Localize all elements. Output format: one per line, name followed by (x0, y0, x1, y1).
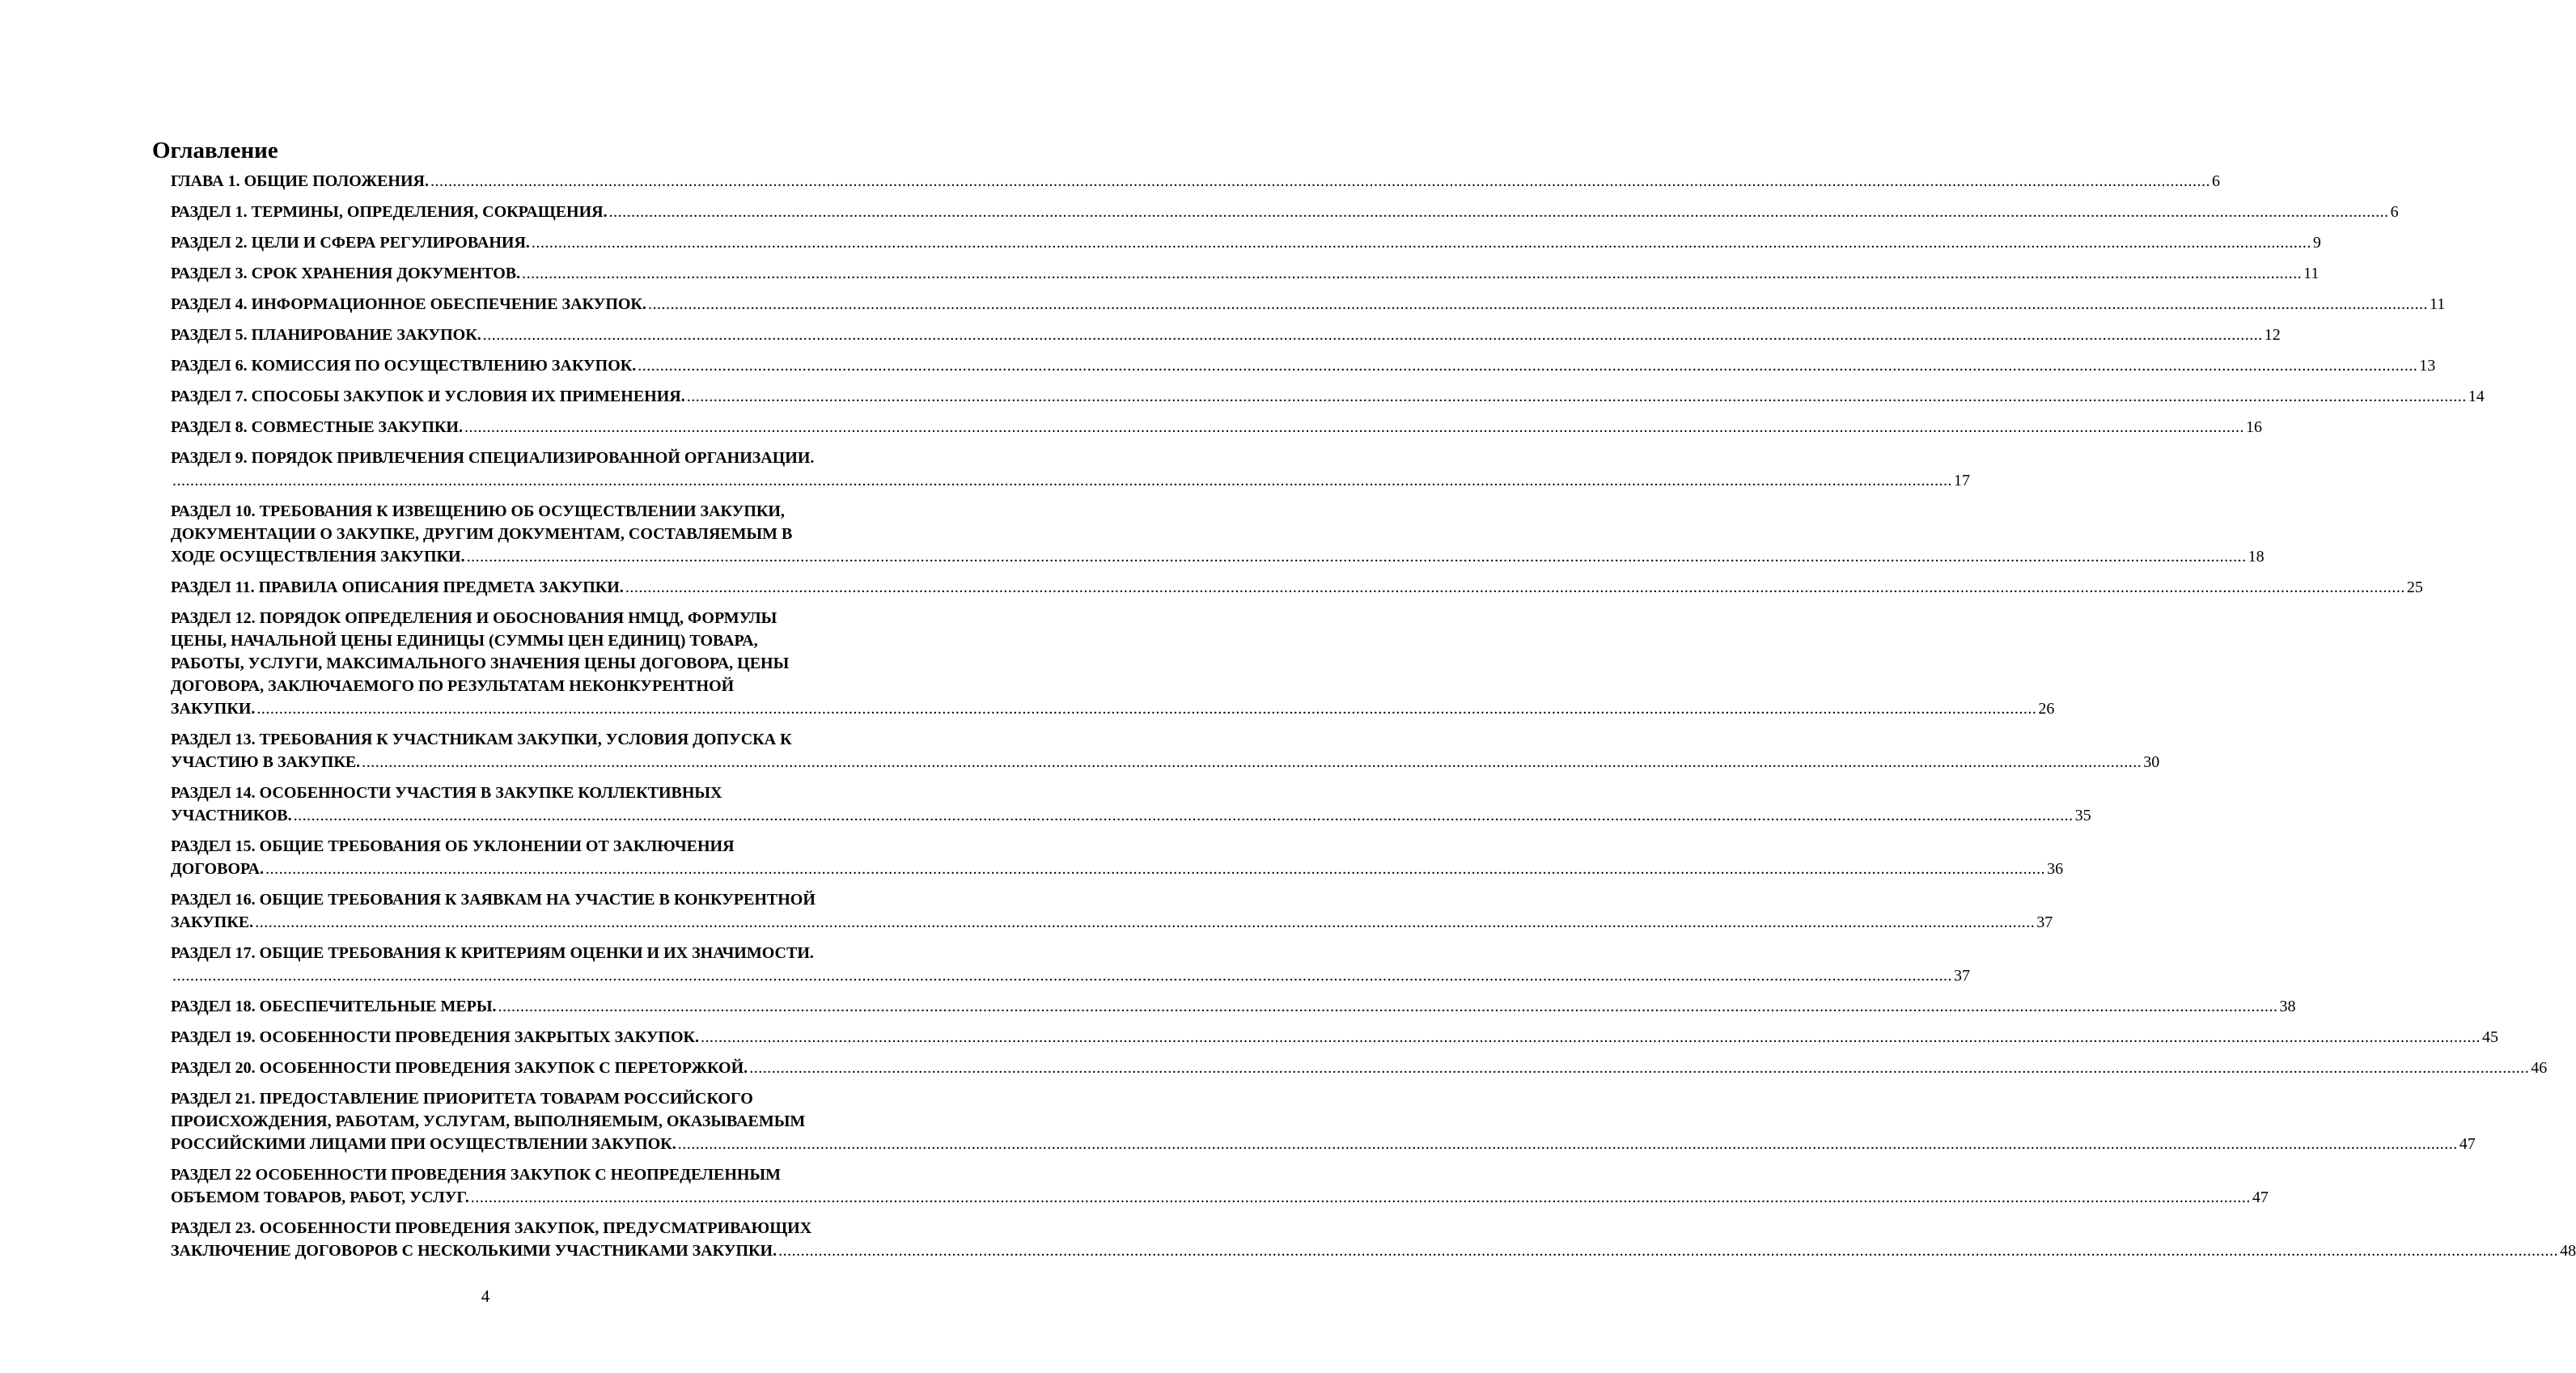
toc-entry-last-line (171, 1133, 2476, 1155)
toc-page-number: 11 (2429, 295, 2446, 313)
toc-entry-last-line (171, 469, 1970, 492)
toc-entry-line: РАЗДЕЛ 21. ПРЕДОСТАВЛЕНИЕ ПРИОРИТЕТА ТОВАРАМ РОССИЙСКОГО (171, 1090, 753, 1108)
dot-leader: ................................................................................................................................................................................................................................................................................................................................................................................................................ (430, 172, 2210, 190)
toc-entry-line: РАЗДЕЛ 1. ТЕРМИНЫ, ОПРЕДЕЛЕНИЯ, СОКРАЩЕНИЯ. (171, 203, 608, 221)
toc-entry-line: РАЗДЕЛ 23. ОСОБЕННОСТИ ПРОВЕДЕНИЯ ЗАКУПОК, ПРЕДУСМАТРИВАЮЩИХ (171, 1219, 812, 1237)
toc-entry-line: ЗАКУПКЕ. (171, 913, 254, 931)
toc-entry[interactable] (171, 324, 2281, 346)
toc-entry[interactable] (171, 728, 2160, 773)
toc-entry[interactable] (171, 385, 2485, 408)
toc-entry-line: УЧАСТИЮ В ЗАКУПКЕ. (171, 753, 361, 771)
toc-page-number: 30 (2143, 753, 2160, 771)
toc-entry-last-line (171, 1240, 2576, 1262)
toc-entry-last-line (171, 964, 1970, 987)
dot-leader: ................................................................................................................................................................................................................................................................................................................................................................................................................ (608, 203, 2389, 221)
toc-entry[interactable] (171, 262, 2320, 285)
toc-entry[interactable] (171, 1217, 2576, 1262)
toc-page-number: 26 (2038, 700, 2055, 718)
toc-entry-last-line (171, 170, 2220, 193)
dot-leader: ................................................................................................................................................................................................................................................................................................................................................................................................................ (701, 1028, 2481, 1046)
toc-entry-line: ОБЪЕМОМ ТОВАРОВ, РАБОТ, УСЛУГ. (171, 1189, 469, 1206)
toc-entry-line: РАЗДЕЛ 13. ТРЕБОВАНИЯ К УЧАСТНИКАМ ЗАКУПКИ, УСЛОВИЯ ДОПУСКА К (171, 731, 792, 748)
toc-page-number: 25 (2406, 578, 2423, 596)
dot-leader: ................................................................................................................................................................................................................................................................................................................................................................................................................ (470, 1189, 2251, 1206)
toc-entry-last-line (171, 697, 2055, 720)
toc-page-number: 47 (2459, 1135, 2476, 1153)
toc-entry-last-line (171, 1057, 2548, 1079)
dot-leader: ................................................................................................................................................................................................................................................................................................................................................................................................................ (172, 472, 1952, 489)
toc-page-number: 18 (2248, 548, 2265, 566)
toc-entry-line: ГЛАВА 1. ОБЩИЕ ПОЛОЖЕНИЯ. (171, 172, 429, 190)
toc-entry[interactable] (171, 1026, 2499, 1049)
dot-leader: ................................................................................................................................................................................................................................................................................................................................................................................................................ (749, 1059, 2530, 1077)
toc-entry-last-line (171, 231, 2321, 254)
toc-entry-last-line (171, 262, 2320, 285)
toc-page-number: 38 (2279, 998, 2296, 1015)
toc-entry-last-line (171, 201, 2399, 223)
dot-leader: ................................................................................................................................................................................................................................................................................................................................................................................................................ (256, 700, 2037, 718)
toc-entry-line: РАЗДЕЛ 7. СПОСОБЫ ЗАКУПОК И УСЛОВИЯ ИХ ПРИМЕНЕНИЯ. (171, 388, 685, 405)
toc-entry[interactable] (171, 231, 2321, 254)
toc-entry[interactable] (171, 170, 2220, 193)
toc-entry-line: РАЗДЕЛ 15. ОБЩИЕ ТРЕБОВАНИЯ ОБ УКЛОНЕНИИ ОТ ЗАКЛЮЧЕНИЯ (171, 837, 735, 855)
toc-page-number: 6 (2211, 172, 2220, 190)
toc-entry-line: РАЗДЕЛ 5. ПЛАНИРОВАНИЕ ЗАКУПОК. (171, 326, 481, 344)
toc-entry-last-line (171, 416, 2262, 439)
toc-entry-line: РАЗДЕЛ 11. ПРАВИЛА ОПИСАНИЯ ПРЕДМЕТА ЗАКУПКИ. (171, 578, 624, 596)
dot-leader: ................................................................................................................................................................................................................................................................................................................................................................................................................ (522, 265, 2303, 282)
toc-entry[interactable] (171, 354, 2436, 377)
dot-leader: ................................................................................................................................................................................................................................................................................................................................................................................................................ (482, 326, 2263, 344)
toc-entry[interactable] (171, 201, 2399, 223)
dot-leader: ................................................................................................................................................................................................................................................................................................................................................................................................................ (638, 357, 2418, 375)
toc-page-number: 17 (1954, 472, 1970, 489)
toc-page-number: 35 (2074, 807, 2091, 824)
toc-heading: Оглавление (152, 138, 278, 163)
toc-entry-line: РАЗДЕЛ 3. СРОК ХРАНЕНИЯ ДОКУМЕНТОВ. (171, 265, 521, 282)
toc-entry[interactable] (171, 607, 2055, 720)
dot-leader: ................................................................................................................................................................................................................................................................................................................................................................................................................ (464, 418, 2244, 436)
dot-leader: ................................................................................................................................................................................................................................................................................................................................................................................................................ (686, 388, 2467, 405)
dot-leader: ................................................................................................................................................................................................................................................................................................................................................................................................................ (677, 1135, 2458, 1153)
toc-entry-line: РОССИЙСКИМИ ЛИЦАМИ ПРИ ОСУЩЕСТВЛЕНИИ ЗАКУПОК. (171, 1135, 676, 1153)
toc-entry-line: ПРОИСХОЖДЕНИЯ, РАБОТАМ, УСЛУГАМ, ВЫПОЛНЯЕМЫМ, ОКАЗЫВАЕМЫМ (171, 1112, 806, 1130)
toc-entry-line: РАЗДЕЛ 19. ОСОБЕННОСТИ ПРОВЕДЕНИЯ ЗАКРЫТЫХ ЗАКУПОК. (171, 1028, 700, 1046)
toc-entry[interactable] (171, 293, 2446, 316)
dot-leader: ................................................................................................................................................................................................................................................................................................................................................................................................................ (466, 548, 2247, 566)
toc-entry-line: РАЗДЕЛ 10. ТРЕБОВАНИЯ К ИЗВЕЩЕНИЮ ОБ ОСУЩЕСТВЛЕНИИ ЗАКУПКИ, (171, 502, 785, 520)
toc-page-number: 46 (2531, 1059, 2548, 1077)
toc-page-number: 48 (2560, 1242, 2576, 1260)
dot-leader: ................................................................................................................................................................................................................................................................................................................................................................................................................ (255, 913, 2036, 931)
toc-entry-line: ХОДЕ ОСУЩЕСТВЛЕНИЯ ЗАКУПКИ. (171, 548, 465, 566)
toc-entry-last-line (171, 354, 2436, 377)
toc-entry-line: РАБОТЫ, УСЛУГИ, МАКСИМАЛЬНОГО ЗНАЧЕНИЯ ЦЕНЫ ДОГОВОРА, ЦЕНЫ (171, 655, 790, 672)
dot-leader: ................................................................................................................................................................................................................................................................................................................................................................................................................ (293, 807, 2074, 824)
toc-entry-last-line (171, 911, 2053, 934)
dot-leader: ................................................................................................................................................................................................................................................................................................................................................................................................................ (265, 860, 2046, 878)
page-number: 4 (481, 1286, 490, 1306)
toc-entry[interactable] (171, 1087, 2476, 1155)
toc-entry-last-line (171, 576, 2423, 599)
toc-entry-line: УЧАСТНИКОВ. (171, 807, 292, 824)
toc-page-number: 14 (2468, 388, 2485, 405)
toc-entry-line: РАЗДЕЛ 6. КОМИССИЯ ПО ОСУЩЕСТВЛЕНИЮ ЗАКУПОК. (171, 357, 637, 375)
toc-entry[interactable] (171, 888, 2053, 934)
toc-entry-last-line (171, 995, 2296, 1018)
dot-leader: ................................................................................................................................................................................................................................................................................................................................................................................................................ (362, 753, 2142, 771)
toc-entry-line: ДОГОВОРА, ЗАКЛЮЧАЕМОГО ПО РЕЗУЛЬТАТАМ НЕКОНКУРЕНТНОЙ (171, 677, 735, 695)
toc-entry-last-line (171, 751, 2160, 773)
toc-entry[interactable] (171, 782, 2091, 827)
toc-page-number: 6 (2390, 203, 2399, 221)
toc-entry[interactable] (171, 447, 1970, 492)
toc-entry-line: РАЗДЕЛ 16. ОБЩИЕ ТРЕБОВАНИЯ К ЗАЯВКАМ НА УЧАСТИЕ В КОНКУРЕНТНОЙ (171, 891, 816, 909)
toc-page-number: 36 (2047, 860, 2064, 878)
toc-entry-line: РАЗДЕЛ 9. ПОРЯДОК ПРИВЛЕЧЕНИЯ СПЕЦИАЛИЗИРОВАННОЙ ОРГАНИЗАЦИИ. (171, 449, 815, 467)
toc-page-number: 12 (2264, 326, 2281, 344)
toc-entry[interactable] (171, 1163, 2269, 1209)
toc-entry[interactable] (171, 835, 2064, 880)
dot-leader: ................................................................................................................................................................................................................................................................................................................................................................................................................ (625, 578, 2405, 596)
toc-page-number: 16 (2245, 418, 2262, 436)
toc-entry-line: РАЗДЕЛ 8. СОВМЕСТНЫЕ ЗАКУПКИ. (171, 418, 463, 436)
toc-entry[interactable] (171, 416, 2262, 439)
toc-entry-line: РАЗДЕЛ 4. ИНФОРМАЦИОННОЕ ОБЕСПЕЧЕНИЕ ЗАКУПОК. (171, 295, 646, 313)
toc-entry-line: РАЗДЕЛ 20. ОСОБЕННОСТИ ПРОВЕДЕНИЯ ЗАКУПОК С ПЕРЕТОРЖКОЙ. (171, 1059, 748, 1077)
toc-entry-last-line (171, 545, 2265, 568)
dot-leader: ................................................................................................................................................................................................................................................................................................................................................................................................................ (647, 295, 2428, 313)
toc-entry-last-line (171, 858, 2064, 880)
toc-page-number: 9 (2312, 234, 2321, 252)
toc-entry-line: ДОГОВОРА. (171, 860, 265, 878)
toc-entry-line: ЦЕНЫ, НАЧАЛЬНОЙ ЦЕНЫ ЕДИНИЦЫ (СУММЫ ЦЕН ЕДИНИЦ) ТОВАРА, (171, 632, 758, 650)
toc-page-number: 13 (2419, 357, 2436, 375)
toc-entry-last-line (171, 804, 2091, 827)
toc-entry[interactable] (171, 576, 2423, 599)
toc-page-number: 37 (2036, 913, 2053, 931)
toc-entry[interactable] (171, 1057, 2548, 1079)
toc-page-number: 37 (1954, 967, 1970, 985)
dot-leader: ................................................................................................................................................................................................................................................................................................................................................................................................................ (172, 967, 1952, 985)
toc-entry-line: РАЗДЕЛ 17. ОБЩИЕ ТРЕБОВАНИЯ К КРИТЕРИЯМ ОЦЕНКИ И ИХ ЗНАЧИМОСТИ. (171, 944, 814, 962)
toc-entry-last-line (171, 385, 2485, 408)
toc-entry-line: ЗАКУПКИ. (171, 700, 256, 718)
table-of-contents (171, 170, 2576, 1270)
toc-entry[interactable] (171, 995, 2296, 1018)
toc-entry-last-line (171, 1026, 2499, 1049)
toc-entry-line: РАЗДЕЛ 18. ОБЕСПЕЧИТЕЛЬНЫЕ МЕРЫ. (171, 998, 497, 1015)
toc-entry-line: ДОКУМЕНТАЦИИ О ЗАКУПКЕ, ДРУГИМ ДОКУМЕНТАМ, СОСТАВЛЯЕМЫМ В (171, 525, 793, 543)
toc-entry-last-line (171, 324, 2281, 346)
toc-entry-line: РАЗДЕЛ 22 ОСОБЕННОСТИ ПРОВЕДЕНИЯ ЗАКУПОК С НЕОПРЕДЕЛЕННЫМ (171, 1166, 781, 1184)
dot-leader: ................................................................................................................................................................................................................................................................................................................................................................................................................ (531, 234, 2311, 252)
toc-page-number: 11 (2303, 265, 2320, 282)
toc-page-number: 47 (2252, 1189, 2269, 1206)
toc-entry-last-line (171, 1186, 2269, 1209)
dot-leader: ................................................................................................................................................................................................................................................................................................................................................................................................................ (498, 998, 2278, 1015)
dot-leader: ................................................................................................................................................................................................................................................................................................................................................................................................................ (778, 1242, 2559, 1260)
toc-page-number: 45 (2482, 1028, 2499, 1046)
toc-entry-line: РАЗДЕЛ 12. ПОРЯДОК ОПРЕДЕЛЕНИЯ И ОБОСНОВАНИЯ НМЦД, ФОРМУЛЫ (171, 609, 777, 627)
toc-entry[interactable] (171, 942, 1970, 987)
toc-entry[interactable] (171, 500, 2265, 568)
toc-entry-line: РАЗДЕЛ 14. ОСОБЕННОСТИ УЧАСТИЯ В ЗАКУПКЕ КОЛЛЕКТИВНЫХ (171, 784, 722, 802)
toc-entry-line: ЗАКЛЮЧЕНИЕ ДОГОВОРОВ С НЕСКОЛЬКИМИ УЧАСТНИКАМИ ЗАКУПКИ. (171, 1242, 777, 1260)
toc-entry-line: РАЗДЕЛ 2. ЦЕЛИ И СФЕРА РЕГУЛИРОВАНИЯ. (171, 234, 530, 252)
toc-entry-last-line (171, 293, 2446, 316)
